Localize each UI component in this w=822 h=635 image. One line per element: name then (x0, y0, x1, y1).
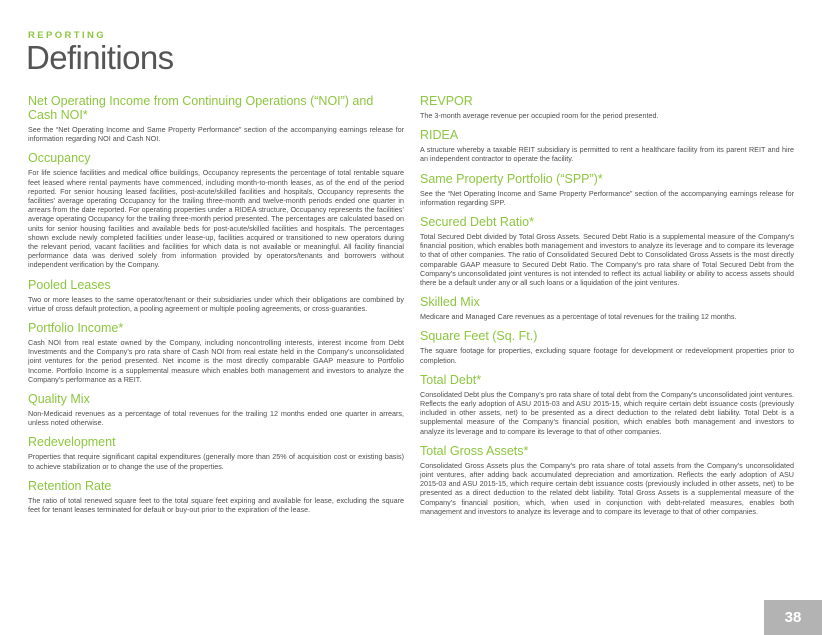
definition-entry (28, 435, 404, 470)
definition-text: The ratio of total renewed square feet to the total square feet expiring and available for lease, excluding the square feet for tenant leases terminated for default or buy-out prior to the expiration of the lease. (28, 495, 404, 515)
definition-text: Consolidated Debt plus the Company’s pro rata share of total debt from the Company’s unconsolidated joint ventures. Reflects the early adoption of ASU 2015-03 and ASU 2015-15, which require certain debt issuance costs (previously included in other assets, net) to be presented as a direct deduction to the related debt liability. Total Debt is a supplemental measure of the Company’s financial position, which enables both management and investors to analyze its leverage and to compare its leverage to that of other companies. (420, 389, 794, 436)
definition-text: Consolidated Gross Assets plus the Company’s pro rata share of total assets from the Company’s unconsolidated joint ventures, after adding back accumulated depreciation and amortization. Reflects the early adoption of ASU 2015-03 and ASU 2015-15, which require certain debt issuance costs (previously included in other assets, net) to be presented as a direct deduction to the related debt liability. Total Gross Assets is a supplemental measure of the Company’s financial position, which, when used in conjunction with debt-related measures, enables both management and investors to analyze its leverage and to compare its leverage to that of other companies. (420, 460, 794, 516)
definition-term: Redevelopment (28, 435, 116, 450)
definition-term: Square Feet (Sq. Ft.) (420, 329, 538, 344)
definition-term: Net Operating Income from Continuing Operations (“NOI”) and Cash NOI* (28, 94, 374, 122)
definition-term: Pooled Leases (28, 277, 111, 292)
definition-text: Non-Medicaid revenues as a percentage of total revenues for the trailing 12 months ended one quarter in arrears, unless noted otherwise. (28, 409, 404, 428)
definition-entry (28, 392, 404, 427)
definition-entry (28, 321, 404, 384)
definition-entry (420, 373, 794, 436)
definition-entry (420, 329, 794, 364)
definition-term: REVPOR (420, 94, 473, 108)
definition-term: Secured Debt Ratio* (420, 215, 534, 230)
section-label: REPORTING (28, 30, 107, 41)
definition-entry (28, 151, 404, 269)
right-column (420, 94, 794, 524)
definition-text: Cash NOI from real estate owned by the Company, including noncontrolling interests, interest income from Debt Investments and the Company’s pro rata share of Cash NOI from real estate held in the Company’s unconsolidated joint ventures for the period presented. Net income is the most directly comparable GAAP measure to Portfolio Income. Portfolio Income is a supplemental measure which enables both management and investors to analyze the Company’s performance as a REIT. (28, 338, 404, 384)
definition-entry (420, 172, 794, 207)
page-title: Definitions (26, 39, 174, 76)
left-column (28, 94, 404, 522)
definition-term: Skilled Mix (420, 295, 480, 310)
definition-term: Occupancy (28, 151, 91, 166)
definition-term: Total Gross Assets* (420, 443, 529, 458)
definition-text: See the “Net Operating Income and Same Property Performance” section of the accompanying earnings release for information regarding NOI and Cash NOI. (28, 125, 404, 144)
definition-entry (420, 444, 794, 516)
definition-entry (420, 94, 794, 120)
definition-entry (420, 295, 794, 321)
definition-term: Portfolio Income* (28, 321, 124, 336)
definition-text: Total Secured Debt divided by Total Gross Assets. Secured Debt Ratio is a supplemental measure of the Company’s financial position, which enables both management and investors to analyze its leverage and to compare its leverage to that of other companies. The ratio of Consolidated Secured Debt to Consolidated Gross Assets is the most directly comparable GAAP measure to Secured Debt Ratio. The Company’s pro rata share of Total Secured Debt from the Company’s unconsolidated joint ventures is not intended to reflect its actual liability or ability to access assets should there be a default under any or all such loans or a liquidation of the joint ventures. (420, 232, 794, 288)
definition-entry (28, 479, 404, 514)
definition-term: Total Debt* (420, 372, 482, 387)
definition-text: The 3-month average revenue per occupied room for the period presented. (420, 111, 659, 120)
definition-text: Properties that require significant capital expenditures (generally more than 25% of acquisition cost or existing basis) to achieve stabilization or to change the use of the properties. (28, 452, 404, 471)
definition-text: Two or more leases to the same operator/tenant or their subsidiaries under which their obligations are combined by virtue of cross default protection, a pooling agreement or multiple pooling agreements, or cross-guaranties. (28, 294, 404, 313)
definition-text: See the “Net Operating Income and Same Property Performance” section of the accompanying earnings release for information regarding SPP. (420, 188, 794, 207)
definition-term: RIDEA (420, 128, 459, 143)
definition-term: Retention Rate (28, 478, 112, 493)
definition-text: The square footage for properties, excluding square footage for development or redevelopment properties prior to completion. (420, 346, 794, 365)
definition-entry (28, 94, 404, 143)
page-number: 38 (764, 600, 822, 635)
definition-entry (28, 278, 404, 313)
definition-entry (420, 128, 794, 163)
definition-term: Quality Mix (28, 392, 90, 407)
definition-text: Medicare and Managed Care revenues as a percentage of total revenues for the trailing 12 months. (420, 312, 737, 322)
definition-term: Same Property Portfolio (“SPP”)* (420, 171, 603, 186)
definition-text: A structure whereby a taxable REIT subsidiary is permitted to rent a healthcare facility from its parent REIT and hire an independent contractor to operate the facility. (420, 145, 794, 164)
definition-text: For life science facilities and medical office buildings, Occupancy represents the percentage of total rentable square feet leased where rental payments have commenced, including month-to-month leases, as of the end of the period reported. For senior housing leased facilities, post-acute/skilled facilities and hospitals, Occupancy represents the facilities’ average operating Occupancy for the trailing three-month and twelve-month periods ended one quarter in arrears from the date reported. For operating properties under a RIDEA structure, Occupancy represents the facilities’ average operating Occupancy for the trailing three-month period presented. The percentages are calculated based on units for senior housing facilities and available beds for post-acute/skilled facilities and hospitals. The percentages shown exclude newly completed facilities under lease-up, facilities acquired or transitioned to new operators during the relevant period, vacant facilities and facilities for which data is not available or meaningful. All facility financial performance data was derived solely from information provided by operators/tenants and borrowers without independent verification by the Company. (28, 168, 404, 270)
definition-entry (420, 215, 794, 287)
